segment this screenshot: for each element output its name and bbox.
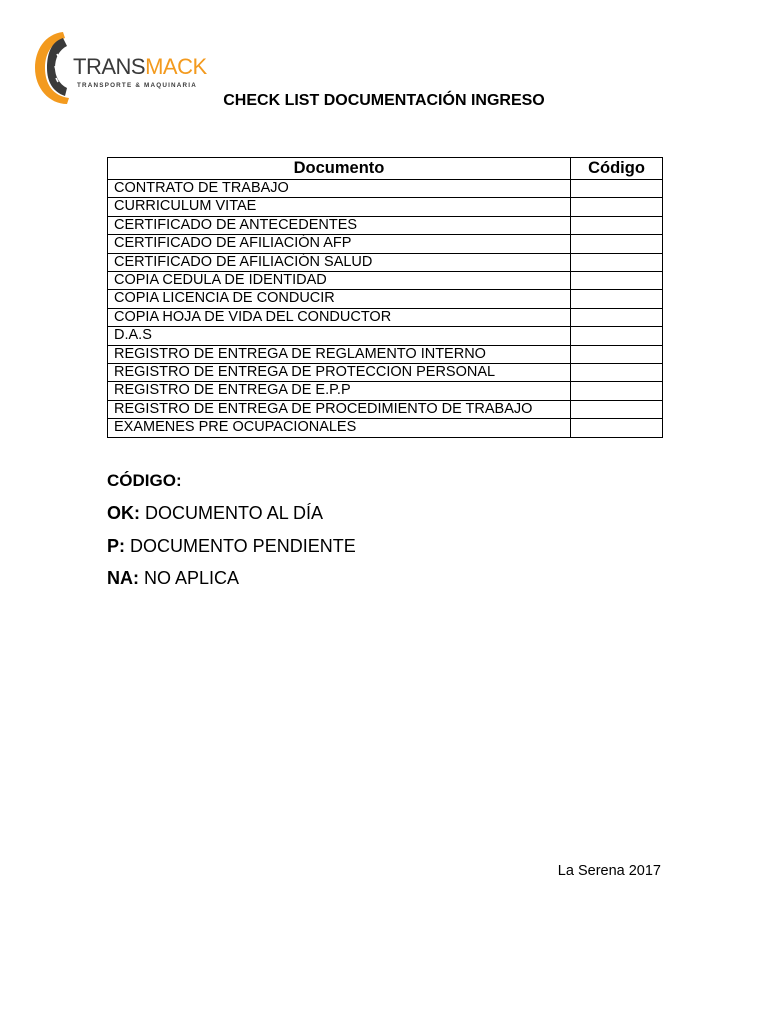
table-row <box>108 198 663 216</box>
document-code-cell[interactable] <box>571 308 663 326</box>
legend-description: DOCUMENTO PENDIENTE <box>130 535 356 556</box>
logo-wordmark: TRANSMACK <box>73 54 207 79</box>
header-codigo: Código <box>571 158 663 180</box>
legend-code: P: <box>107 535 125 556</box>
table-row <box>108 308 663 326</box>
table-row <box>108 400 663 418</box>
document-code-cell[interactable] <box>571 198 663 216</box>
document-code-cell[interactable] <box>571 419 663 437</box>
table-row <box>108 216 663 234</box>
table-row <box>108 235 663 253</box>
document-name-cell: CONTRATO DE TRABAJO <box>108 180 571 198</box>
document-name-cell: D.A.S <box>108 327 571 345</box>
document-name-cell: REGISTRO DE ENTREGA DE REGLAMENTO INTERNO <box>108 345 571 363</box>
table-row <box>108 364 663 382</box>
legend-code: NA: <box>107 568 139 588</box>
document-code-cell[interactable] <box>571 400 663 418</box>
document-code-cell[interactable] <box>571 327 663 345</box>
document-name-cell: REGISTRO DE ENTREGA DE PROCEDIMIENTO DE TRABAJO <box>108 400 571 418</box>
document-checklist-table <box>107 157 663 438</box>
footer-location-year: La Serena 2017 <box>557 863 661 879</box>
page-title: CHECK LIST DOCUMENTACIÓN INGRESO <box>223 92 545 109</box>
legend-item-na <box>107 567 356 589</box>
document-code-cell[interactable] <box>571 345 663 363</box>
document-name-cell: COPIA HOJA DE VIDA DEL CONDUCTOR <box>108 308 571 326</box>
document-code-cell[interactable] <box>571 290 663 308</box>
table-row <box>108 253 663 271</box>
document-code-cell[interactable] <box>571 216 663 234</box>
document-name-cell: COPIA CEDULA DE IDENTIDAD <box>108 272 571 290</box>
document-code-cell[interactable] <box>571 272 663 290</box>
legend-item-ok <box>107 502 356 524</box>
document-name-cell: COPIA LICENCIA DE CONDUCIR <box>108 290 571 308</box>
document-code-cell[interactable] <box>571 253 663 271</box>
table-row <box>108 327 663 345</box>
header-documento: Documento <box>108 158 571 180</box>
document-name-cell: REGISTRO DE ENTREGA DE E.P.P <box>108 382 571 400</box>
document-name-cell: EXAMENES PRE OCUPACIONALES <box>108 419 571 437</box>
table-header-row <box>108 158 663 180</box>
document-code-cell[interactable] <box>571 364 663 382</box>
document-code-cell[interactable] <box>571 180 663 198</box>
document-name-cell: CURRICULUM VITAE <box>108 198 571 216</box>
document-code-cell[interactable] <box>571 235 663 253</box>
legend-item-p <box>107 535 356 557</box>
document-name-cell: CERTIFICADO DE AFILIACIÓN SALUD <box>108 253 571 271</box>
logo-tagline: TRANSPORTE & MAQUINARIA <box>77 82 197 89</box>
table-row <box>108 290 663 308</box>
legend-title: CÓDIGO: <box>107 471 182 490</box>
table-row <box>108 345 663 363</box>
table-row <box>108 180 663 198</box>
document-name-cell: CERTIFICADO DE AFILIACIÓN AFP <box>108 235 571 253</box>
document-name-cell: CERTIFICADO DE ANTECEDENTES <box>108 216 571 234</box>
legend-description: DOCUMENTO AL DÍA <box>145 503 324 523</box>
document-name-cell: REGISTRO DE ENTREGA DE PROTECCION PERSONAL <box>108 364 571 382</box>
document-code-cell[interactable] <box>571 382 663 400</box>
table-row <box>108 382 663 400</box>
table-row <box>108 419 663 437</box>
legend-code: OK: <box>107 503 140 523</box>
legend-description: NO APLICA <box>144 568 240 588</box>
table-row <box>108 272 663 290</box>
code-legend <box>107 470 356 600</box>
